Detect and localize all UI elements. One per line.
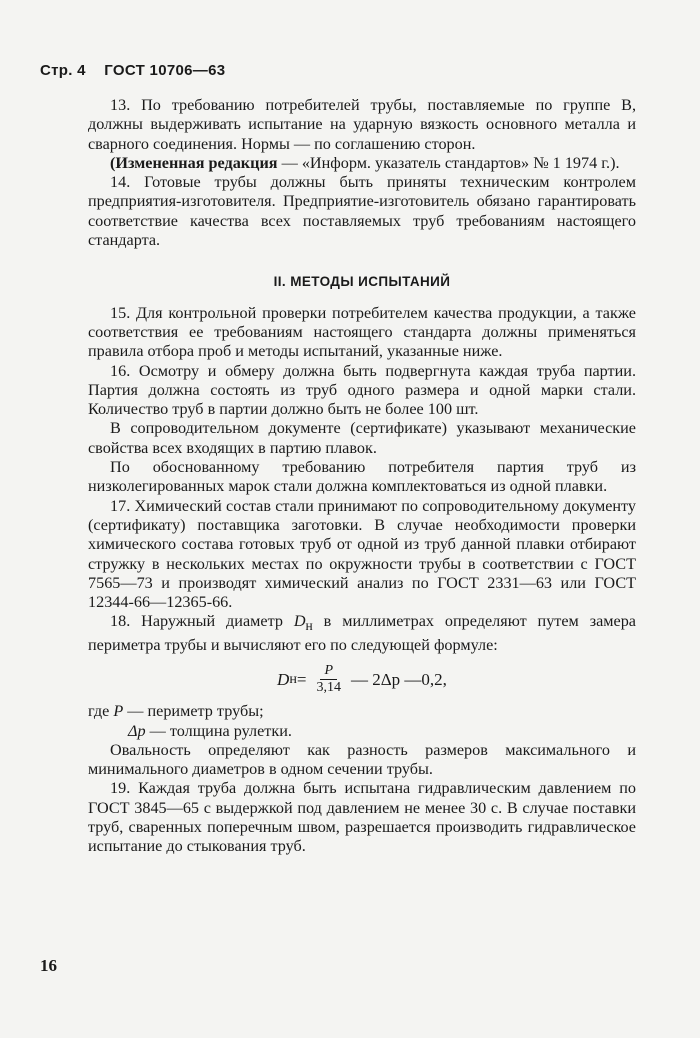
page-label: Стр. 4 xyxy=(40,62,86,79)
paragraph-17: 17. Химический состав стали принимают по сопроводительному документу (сертификату) поставщика заготовки. В случае необходимости проверки химического состава готовых труб от одной из труб данной плавки отбирают стружку в нескольких местах по окружности трубы в соответствии с ГОСТ 7565—73 и производят химический анализ по ГОСТ 2331—63 или ГОСТ 12344-66—12365-66. xyxy=(88,496,636,612)
page-body xyxy=(88,96,636,857)
paragraph-19: 19. Каждая труба должна быть испытана гидравлическим давлением по ГОСТ 3845—65 с выдержкой под давлением не менее 30 с. В случае поставки труб, сваренных поперечным швом, разрешается производить гидравлическое испытание до стыкования труб. xyxy=(88,779,636,856)
paragraph-16b: В сопроводительном документе (сертификате) указывают механические свойства всех входящих в партию плавок. xyxy=(88,419,636,457)
paragraph-16c: По обоснованному требованию потребителя партия труб из низколегированных марок стали должна комплектоваться из одной плавки. xyxy=(88,458,636,496)
edit-note-bold: (Измененная редакция xyxy=(110,153,278,172)
page-number: 16 xyxy=(40,956,57,975)
perimeter-text: — периметр трубы; xyxy=(123,702,264,721)
definition-tape xyxy=(88,722,636,741)
formula-denominator: 3,14 xyxy=(316,680,341,696)
definition-perimeter xyxy=(88,702,636,721)
tape-text: — толщина рулетки. xyxy=(145,721,292,740)
edit-note xyxy=(88,154,636,173)
paragraph-15: 15. Для контрольной проверки потребителем качества продукции, а также соответствия ее требованиям настоящего стандарта должны применяться правила отбора проб и методы испытаний, указанные ниже. xyxy=(88,303,636,361)
diameter-formula xyxy=(88,663,636,696)
paragraph-16: 16. Осмотру и обмеру должна быть подвергнута каждая труба партии. Партия должна состоять из труб одного размера и одной марки стали. Количество труб в партии должно быть не более 100 шт. xyxy=(88,361,636,419)
diameter-subscript: н xyxy=(305,618,313,634)
diameter-symbol: D xyxy=(293,612,306,631)
edit-note-rest: — «Информ. указатель стандартов» № 1 1974 г.). xyxy=(277,153,620,172)
paragraph-18 xyxy=(88,612,636,655)
perimeter-symbol: P xyxy=(113,702,124,721)
formula-fraction xyxy=(313,663,346,696)
formula-numerator: P xyxy=(320,663,337,680)
formula-lhs: D xyxy=(277,670,290,690)
paragraph-18-end: в миллиметрах определяют путем замера периметра трубы и вычисляют его по следующей формуле: xyxy=(88,612,636,654)
definition-where: где xyxy=(88,702,114,721)
paragraph-18-start: 18. Наружный диаметр xyxy=(110,612,294,631)
standard-number: ГОСТ 10706—63 xyxy=(104,62,226,79)
formula-equals: = xyxy=(296,670,307,690)
section-title: II. МЕТОДЫ ИСПЫТАНИЙ xyxy=(273,274,451,290)
tape-symbol: Δp xyxy=(128,721,146,740)
paragraph-14: 14. Готовые трубы должны быть приняты техническим контролем предприятия-изготовителя. Предприятие-изготовитель обязано гарантировать соответствие качества всех поставляемых труб требованиям настоящего стандарта. xyxy=(88,173,636,250)
paragraph-ovality: Овальность определяют как разность размеров максимального и минимального диаметров в одном сечении трубы. xyxy=(88,740,636,779)
formula-lhs-sub: н xyxy=(289,671,297,688)
formula-rest: — 2Δp —0,2, xyxy=(351,670,447,690)
page-header xyxy=(40,62,239,79)
paragraph-13: 13. По требованию потребителей трубы, поставляемые по группе В, должны выдерживать испытание на ударную вязкость основного металла и сварного соединения. Нормы — по соглашению сторон. xyxy=(88,96,636,153)
